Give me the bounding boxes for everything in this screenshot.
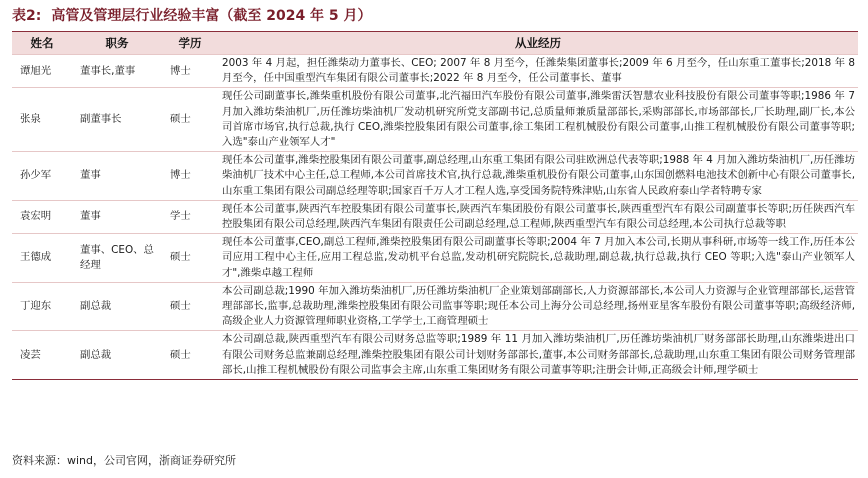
header-name: 姓名 [30, 36, 54, 50]
cell-education: 博士 [170, 64, 191, 77]
source-note: 资料来源：wind，公司官网，浙商证券研究所 [12, 454, 237, 467]
header-role: 职务 [105, 36, 129, 50]
header-experience: 从业经历 [515, 36, 561, 50]
cell-experience: 现任本公司董事,CEO,副总工程师,潍柴控股集团有限公司副董事长等职;2004 年 7 月加入本公司,长期从事科研,市场等一线工作,历任本公司应用工程中心主任,应用工程总监,发动机平台总监,发动机研究院院长,总裁助理,副总裁,执行总裁,执行 CEO 等职;入选"泰山产业领军人才",潍柴卓越工程师 [222, 236, 855, 279]
table-row [12, 152, 858, 201]
cell-education: 博士 [170, 169, 191, 182]
table-number: 表2: [12, 8, 42, 24]
cell-role: 董事 [80, 169, 101, 182]
cell-experience: 现任本公司董事,陕西汽车控股集团有限公司董事长,陕西汽车集团股份有限公司董事长,陕西重型汽车有限公司副董事长等职;历任陕西汽车控股集团有限公司总经理,陕西汽车集团有限责任公司副总经理,总工程师,陕西重型汽车有限公司总经理,本公司执行总裁等职 [222, 202, 855, 231]
cell-experience: 现任公司副董事长,潍柴重机股份有限公司董事,北汽福田汽车股份有限公司董事,潍柴雷沃智慧农业科技股份有限公司董事等职;1986 年 7 月加入潍坊柴油机厂,历任潍坊柴油机厂发动机研究所党支部副书记,总质量师兼质量部部长,采购部部长,市场部部长,厂长助理,副厂长,本公司首席市场官,执行总裁,执行 CEO,潍柴控股集团有限公司董事,徐工集团工程机械股份有限公司董事,山推工程机械股份有限公司董事等职;入选"泰山产业领军人才" [222, 90, 855, 149]
executive-table [12, 31, 858, 380]
cell-education: 硕士 [170, 348, 191, 361]
cell-education: 学士 [170, 210, 191, 223]
cell-role: 副董事长 [80, 113, 122, 126]
cell-role: 董事 [80, 210, 101, 223]
header-education: 学历 [178, 36, 202, 50]
cell-experience: 2003 年 4 月起，担任潍柴动力董事长、CEO; 2007 年 8 月至今，任潍柴集团董事长;2009 年 6 月至今，任山东重工董事长;2018 年 8 月至今，任中国重型汽车集团有限公司董事长;2022 年 8 月至今，任公司董事长、董事 [222, 57, 855, 85]
cell-name: 张泉 [20, 113, 41, 126]
table-row [12, 200, 858, 233]
cell-name: 丁迎东 [20, 300, 52, 313]
cell-role: 董事、CEO、总经理 [80, 243, 154, 272]
table-row [12, 234, 858, 283]
table-row [12, 331, 858, 379]
cell-education: 硕士 [170, 300, 191, 313]
cell-experience: 现任本公司董事,潍柴控股集团有限公司董事,副总经理,山东重工集团有限公司驻欧洲总代表等职;1988 年 4 月加入潍坊柴油机厂,历任潍坊柴油机厂技术中心主任,总工程师,本公司首席技术官,执行总裁,潍柴重机股份有限公司董事,山东国创燃料电池技术创新中心有限公司董事长,山东重工集团有限公司副总经理等职;国家百千万人才工程人选,享受国务院特殊津贴,山东省人民政府泰山学者特聘专家 [222, 154, 855, 197]
cell-education: 硕士 [170, 113, 191, 126]
cell-name: 谭旭光 [20, 64, 52, 77]
cell-name: 孙少军 [20, 169, 52, 182]
table-row [12, 55, 858, 88]
table-row [12, 88, 858, 152]
cell-experience: 本公司副总裁;1990 年加入潍坊柴油机厂,历任潍坊柴油机厂企业策划部副部长,人力资源部部长,本公司人力资源与企业管理部部长,运营管理部部长,监事,总裁助理,潍柴控股集团有限公司监事等职;现任本公司上海分公司总经理,扬州亚星客车股份有限公司董事等职;高级经济师,高级企业人力资源管理师职业资格,工学学士,工商管理硕士 [222, 284, 855, 328]
table-header-row [12, 32, 858, 55]
cell-name: 凌芸 [20, 348, 41, 361]
table-caption: 高管及管理层行业经验丰富（截至 2024 年 5 月） [51, 8, 372, 24]
table-row [12, 282, 858, 331]
table-title [12, 5, 858, 27]
cell-role: 董事长,董事 [80, 64, 136, 77]
cell-role: 副总裁 [80, 348, 112, 361]
cell-name: 袁宏明 [20, 210, 52, 223]
cell-name: 王德成 [20, 251, 52, 264]
cell-experience: 本公司副总裁,陕西重型汽车有限公司财务总监等职;1989 年 11 月加入潍坊柴油机厂,历任潍坊柴油机厂财务部部长助理,山东潍柴进出口有限公司财务总监兼副总经理,潍柴控股集团有限公司计划财务部部长,董事,本公司财务部部长,总裁助理,山东重工集团有限公司财务管理部部长,山推工程机械股份有限公司监事会主席,山东重工集团财务有限公司董事等职;注册会计师,正高级会计师,理学硕士 [222, 333, 855, 376]
cell-education: 硕士 [170, 251, 191, 264]
cell-role: 副总裁 [80, 300, 112, 313]
